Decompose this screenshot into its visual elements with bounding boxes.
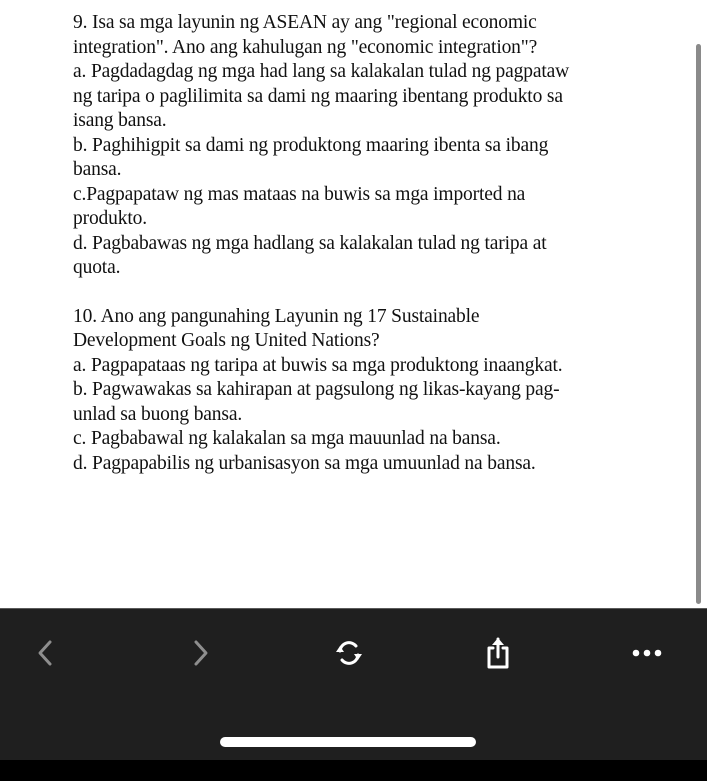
question-10-line: 10. Ano ang pangunahing Layunin ng 17 Sustainable — [73, 305, 480, 327]
home-indicator[interactable] — [220, 737, 476, 747]
question-9-option-a-cont: isang bansa. — [73, 110, 167, 131]
question-9-option-a-cont: ng taripa o paglilimita sa dami ng maaring ibentang produkto sa — [73, 85, 563, 107]
vertical-scrollbar[interactable] — [696, 44, 701, 604]
chevron-right-icon — [191, 638, 211, 668]
question-9-option-b-cont: bansa. — [73, 159, 122, 180]
question-9-option-a: a. Pagdadagdag ng mga had lang sa kalakalan tulad ng pagpataw — [73, 61, 570, 82]
question-10-option-c: c. Pagbabawal ng kalakalan sa mga mauunlad na bansa. — [73, 428, 501, 449]
question-10 — [73, 305, 653, 477]
chevron-left-icon — [35, 638, 55, 668]
more-icon — [631, 648, 663, 658]
question-9-option-c-cont: produkto. — [73, 208, 147, 229]
question-9-option-c: c.Pagpapataw ng mas mataas na buwis sa mga imported na — [73, 183, 526, 205]
question-10-option-d: d. Pagpapabilis ng urbanisasyon sa mga umuunlad na bansa. — [73, 452, 536, 474]
question-9-option-b: b. Paghihigpit sa dami ng produktong maaring ibenta sa ibang — [73, 134, 549, 156]
document-content — [73, 11, 653, 500]
back-button[interactable] — [23, 631, 67, 675]
reload-button[interactable] — [327, 631, 371, 675]
refresh-icon — [334, 638, 364, 668]
question-10-option-a: a. Pagpapataas ng taripa at buwis sa mga produktong inaangkat. — [73, 354, 563, 376]
bottom-strip — [0, 760, 707, 781]
share-button[interactable] — [476, 631, 520, 675]
question-9-line: integration". Ano ang kahulugan ng "economic integration"? — [73, 36, 538, 58]
share-icon — [483, 636, 513, 670]
more-button[interactable] — [625, 631, 669, 675]
question-10-line: Development Goals ng United Nations? — [73, 330, 380, 351]
question-9-option-d-cont: quota. — [73, 257, 121, 278]
question-10-option-b-cont: unlad sa buong bansa. — [73, 403, 243, 425]
forward-button[interactable] — [179, 631, 223, 675]
question-9-line: 9. Isa sa mga layunin ng ASEAN ay ang "regional economic — [73, 12, 537, 33]
question-10-option-b: b. Pagwawakas sa kahirapan at pagsulong ng likas-kayang pag- — [73, 379, 560, 400]
question-9 — [73, 11, 653, 281]
question-9-option-d: d. Pagbabawas ng mga hadlang sa kalakalan tulad ng taripa at — [73, 232, 547, 254]
